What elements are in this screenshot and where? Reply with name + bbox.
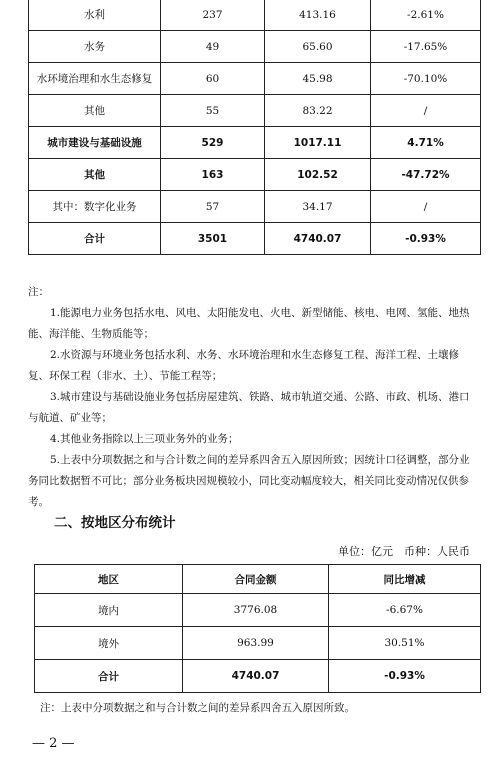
table-row <box>29 63 481 95</box>
header-change: 同比增减 <box>329 565 481 594</box>
note-item: 3.城市建设与基础设施业务包括房屋建筑、铁路、城市轨道交通、公路、市政、机场、港口与航道、矿业等； <box>28 391 470 424</box>
note-item: 1.能源电力业务包括水电、风电、太阳能发电、火电、新型储能、核电、电网、氢能、地热能、海洋能、生物质能等； <box>28 307 470 340</box>
unit-label: 单位：亿元 币种：人民币 <box>338 545 470 558</box>
table-notes <box>28 282 480 513</box>
row-name: 水务 <box>29 31 161 63</box>
table-row <box>29 191 481 223</box>
note-item: 4.其他业务指除以上三项业务外的业务； <box>50 433 239 445</box>
table-row <box>29 159 481 191</box>
row-name: 水环境治理和水生态修复 <box>29 63 161 95</box>
region-table <box>34 564 481 693</box>
row-name: 水利 <box>29 0 161 31</box>
row-amount: 34.17 <box>265 191 371 223</box>
row-change: -0.93% <box>371 223 481 255</box>
row-count: 237 <box>161 0 265 31</box>
row-change: -17.65% <box>371 31 481 63</box>
row-amount: 413.16 <box>265 0 371 31</box>
row-region: 境外 <box>35 627 183 660</box>
row-amount: 102.52 <box>265 159 371 191</box>
row-change: 4.71% <box>371 127 481 159</box>
row-name: 城市建设与基础设施 <box>29 127 161 159</box>
row-count: 55 <box>161 95 265 127</box>
row-region: 境内 <box>35 594 183 627</box>
row-amount: 3776.08 <box>183 594 329 627</box>
row-name: 其中：数字化业务 <box>29 191 161 223</box>
table-header-row <box>35 565 481 594</box>
row-name: 其他 <box>29 159 161 191</box>
row-amount: 1017.11 <box>265 127 371 159</box>
row-count: 57 <box>161 191 265 223</box>
row-change: -6.67% <box>329 594 481 627</box>
page-number: — 2 — <box>32 736 75 751</box>
table-row <box>29 127 481 159</box>
row-change: -47.72% <box>371 159 481 191</box>
table-row <box>29 95 481 127</box>
row-amount: 4740.07 <box>265 223 371 255</box>
row-change: -70.10% <box>371 63 481 95</box>
row-change: -0.93% <box>329 660 481 693</box>
note-item: 5.上表中分项数据之和与合计数之间的差异系四舍五入原因所致；因统计口径调整，部分业务同比数据暂不可比；部分业务板块因规模较小，同比变动幅度较大，相关同比变动情况仅供参考。 <box>28 454 470 508</box>
table-row <box>29 223 481 255</box>
row-amount: 83.22 <box>265 95 371 127</box>
row-amount: 65.60 <box>265 31 371 63</box>
table-row <box>29 0 481 31</box>
note-item: 2.水资源与环境业务包括水利、水务、水环境治理和水生态修复工程、海洋工程、土壤修复、环保工程（非水、土）、节能工程等； <box>28 349 460 382</box>
row-amount: 45.98 <box>265 63 371 95</box>
row-region: 合计 <box>35 660 183 693</box>
row-name: 合计 <box>29 223 161 255</box>
row-count: 163 <box>161 159 265 191</box>
row-change: -2.61% <box>371 0 481 31</box>
row-change: / <box>371 95 481 127</box>
region-table-note: 注：上表中分项数据之和与合计数之间的差异系四舍五入原因所致。 <box>40 702 355 714</box>
row-name: 其他 <box>29 95 161 127</box>
header-region: 地区 <box>35 565 183 594</box>
table-row <box>35 627 481 660</box>
notes-title: 注： <box>28 286 49 298</box>
row-count: 3501 <box>161 223 265 255</box>
business-type-table <box>28 0 481 255</box>
row-amount: 963.99 <box>183 627 329 660</box>
table-row <box>29 31 481 63</box>
row-change: 30.51% <box>329 627 481 660</box>
table-row <box>35 660 481 693</box>
row-count: 60 <box>161 63 265 95</box>
row-amount: 4740.07 <box>183 660 329 693</box>
section-title: 二、按地区分布统计 <box>54 515 176 531</box>
table-row <box>35 594 481 627</box>
row-count: 529 <box>161 127 265 159</box>
row-count: 49 <box>161 31 265 63</box>
row-change: / <box>371 191 481 223</box>
header-amount: 合同金额 <box>183 565 329 594</box>
